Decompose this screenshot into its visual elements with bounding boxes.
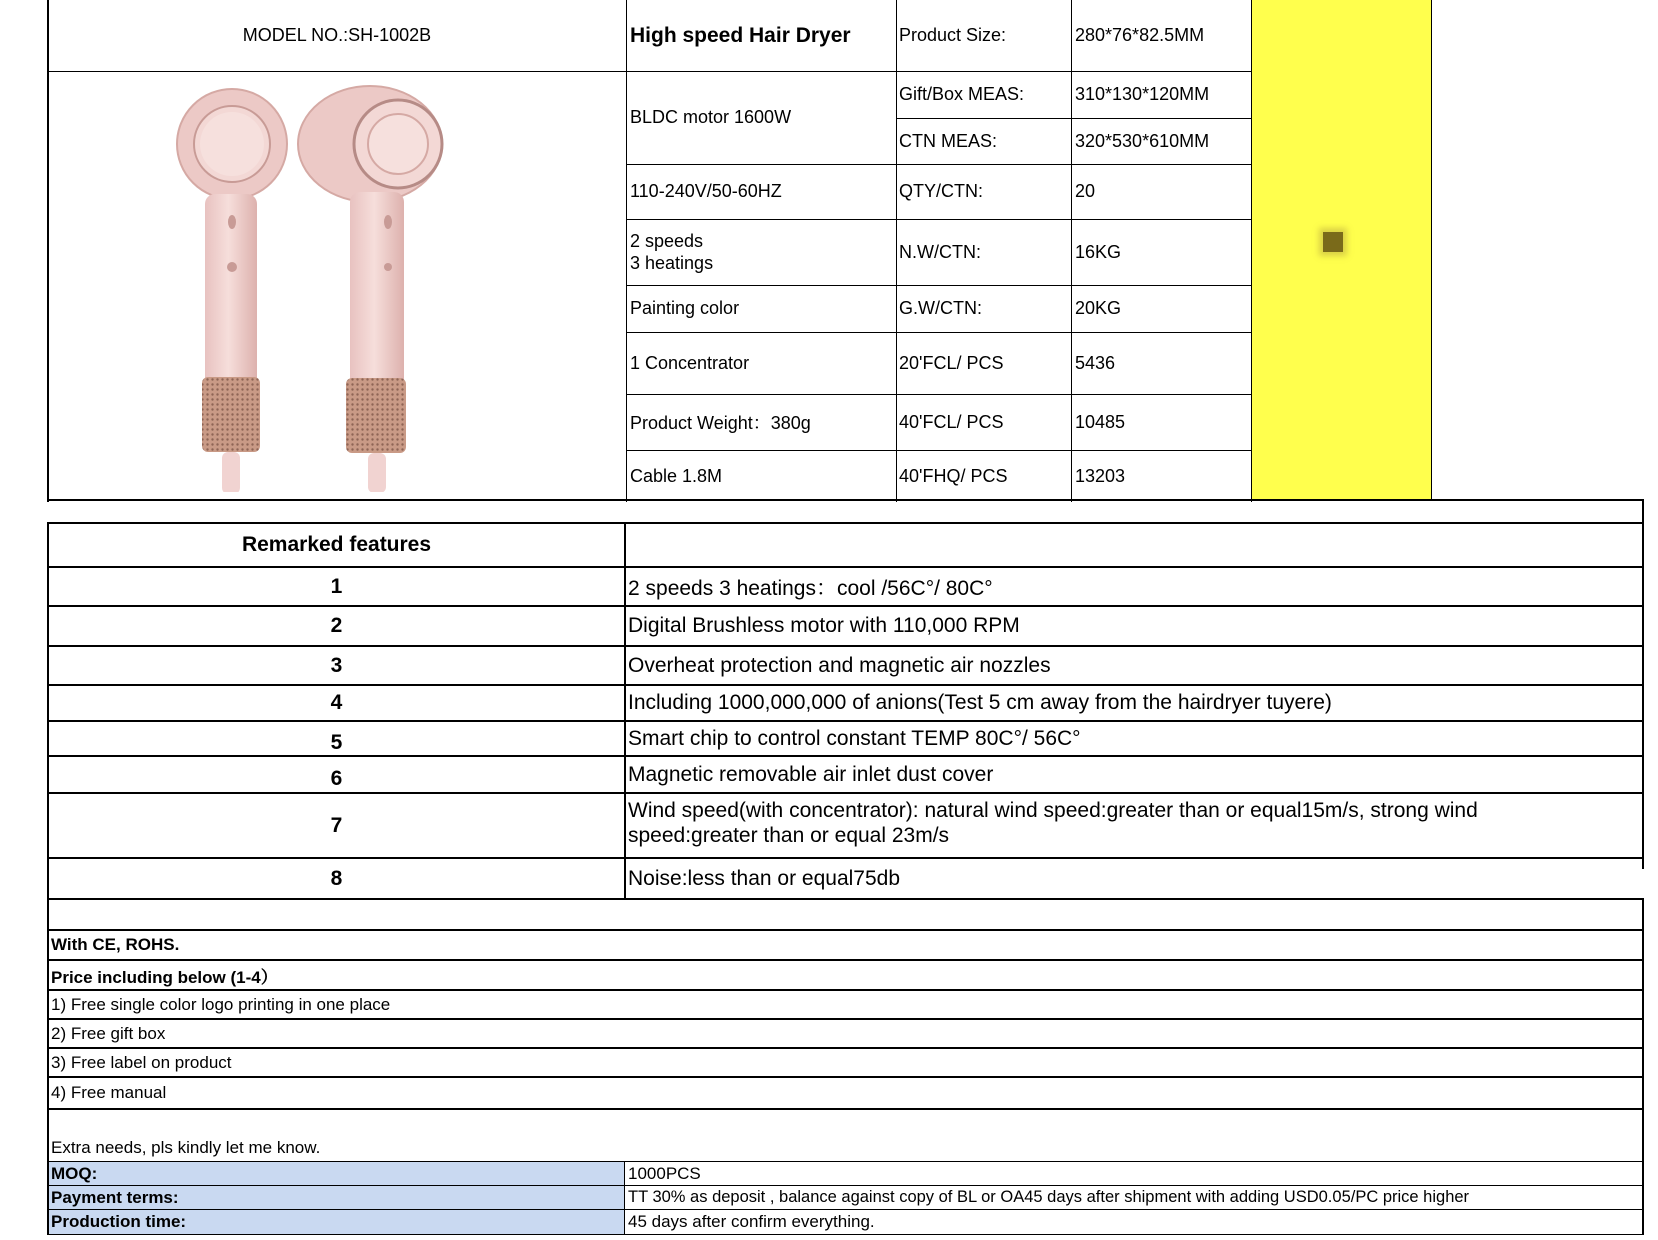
spec-voltage: 110-240V/50-60HZ <box>630 181 782 201</box>
spec-label: N.W/CTN: <box>899 241 981 262</box>
spec-label: G.W/CTN: <box>899 298 982 318</box>
spec-label: 40'FCL/ PCS <box>899 411 1004 432</box>
feature-text: Including 1000,000,000 of anions(Test 5 cm away from the hairdryer tuyere) <box>628 691 1332 714</box>
feature-number: 8 <box>330 866 343 890</box>
spec-label: 20'FCL/ PCS <box>899 352 1004 373</box>
price-including-note: Price including below (1-4） <box>51 967 278 987</box>
redacted-price-mark <box>1323 232 1343 252</box>
feature-text: Magnetic removable air inlet dust cover <box>628 762 994 786</box>
spec-label: Product Size: <box>899 25 1007 45</box>
hair-dryer-image <box>160 82 500 492</box>
payment-terms-value: TT 30% as deposit , balance against copy of BL or OA45 days after shipment with adding USD0.05/PC price higher <box>628 1188 1470 1206</box>
feature-text: Noise:less than or equal75db <box>628 866 901 890</box>
model-number: MODEL NO.:SH-1002B <box>242 25 432 45</box>
spec-concentrator: 1 Concentrator <box>630 352 750 373</box>
moq-label: MOQ: <box>51 1163 98 1183</box>
feature-number: 2 <box>330 614 343 637</box>
product-name: High speed Hair Dryer <box>630 23 851 47</box>
spec-value: 320*530*610MM <box>1075 130 1210 151</box>
spec-value: 20 <box>1075 181 1096 201</box>
feature-text: 2 speeds 3 heatings：cool /56C°/ 80C° <box>628 576 993 600</box>
spec-value: 13203 <box>1075 465 1126 486</box>
feature-number: 7 <box>330 813 343 837</box>
feature-text-line: Wind speed(with concentrator): natural wind speed:greater than or equal15m/s, strong wind <box>628 799 1478 822</box>
spec-label: CTN MEAS: <box>899 130 998 151</box>
spec-value: 280*76*82.5MM <box>1075 25 1205 45</box>
included-item: 3) Free label on product <box>51 1052 232 1072</box>
dryer-front-view <box>177 89 287 492</box>
dryer-angled-view <box>298 86 442 492</box>
certification-note: With CE, ROHS. <box>51 935 180 954</box>
spec-value: 10485 <box>1075 411 1126 432</box>
feature-number: 3 <box>330 653 343 677</box>
included-item: 4) Free manual <box>51 1083 167 1102</box>
feature-number: 4 <box>330 691 343 714</box>
spec-color: Painting color <box>630 298 740 318</box>
spec-value: 20KG <box>1075 298 1122 318</box>
included-item: 2) Free gift box <box>51 1023 166 1043</box>
feature-text: Smart chip to control constant TEMP 80C°/ 56C° <box>628 726 1081 750</box>
payment-terms-label: Payment terms: <box>51 1187 179 1207</box>
spec-label: Gift/Box MEAS: <box>899 84 1025 104</box>
extra-needs-note: Extra needs, pls kindly let me know. <box>51 1138 321 1157</box>
spec-cable: Cable 1.8M <box>630 465 723 486</box>
spec-value: 5436 <box>1075 352 1116 373</box>
spec-motor: BLDC motor 1600W <box>630 107 792 127</box>
spec-weight: Product Weight：380g <box>630 413 811 433</box>
features-title: Remarked features <box>241 533 432 556</box>
feature-number: 5 <box>330 730 343 754</box>
production-time-label: Production time: <box>51 1212 187 1231</box>
feature-number: 6 <box>330 766 343 790</box>
price-box <box>1252 0 1432 501</box>
feature-text: Digital Brushless motor with 110,000 RPM <box>628 614 1020 637</box>
feature-text <box>628 798 1638 856</box>
spec-value: 310*130*120MM <box>1075 84 1210 104</box>
spec-label: 40'FHQ/ PCS <box>899 465 1008 486</box>
spec-value: 16KG <box>1075 241 1122 262</box>
feature-text: Overheat protection and magnetic air nozzles <box>628 653 1051 677</box>
production-time-value: 45 days after confirm everything. <box>628 1212 875 1231</box>
feature-text-line: speed:greater than or equal 23m/s <box>628 824 950 847</box>
feature-number: 1 <box>330 574 343 598</box>
spec-label: QTY/CTN: <box>899 181 983 201</box>
spec-speeds: 2 speeds 3 heatings <box>630 231 714 273</box>
included-item: 1) Free single color logo printing in one place <box>51 994 391 1014</box>
moq-value: 1000PCS <box>628 1163 701 1183</box>
